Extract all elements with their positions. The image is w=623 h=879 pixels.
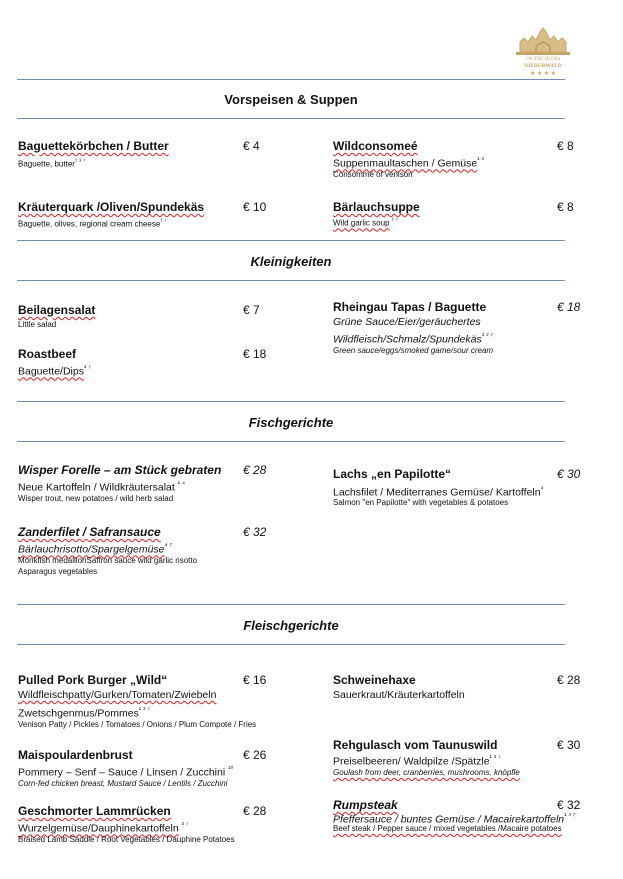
item-en-kraeuterquark: Baguette, olives, regional cream cheese$^{^1 ^7}$ [18, 218, 167, 229]
item-de-forelle: Neue Kartoffeln / Wildkräutersalat $^{^1 ^4}$ [18, 481, 186, 494]
divider [17, 240, 565, 241]
item-name-burger: Pulled Pork Burger „Wild“ [18, 673, 168, 687]
item-name-forelle: Wisper Forelle – am Stück gebraten [18, 463, 222, 477]
item-de-roastbeef: Baguette/Dips$^{^1 ^7}$ [18, 365, 91, 378]
item-name-wildconsomme: Wildconsomeé [333, 139, 418, 153]
hotel-logo [512, 24, 574, 80]
item-de-zander: Bärlauchrisotto/Spargelgemüse$^{^4 ^7}$ [18, 543, 173, 556]
item-en-wildconsomme: Consommé of venison [333, 170, 413, 179]
item-en2-zander: Asparagus vegetables [18, 567, 98, 576]
item-price-lachs: € 30 [557, 467, 581, 481]
item-de1-tapas: Grüne Sauce/Eier/geräuchertes [333, 316, 481, 328]
item-price-rehgulasch: € 30 [557, 738, 581, 752]
item-price-forelle: € 28 [243, 463, 267, 477]
item-price-zander: € 32 [243, 525, 267, 539]
divider [17, 441, 565, 442]
item-price-wildconsomme: € 8 [557, 139, 574, 153]
item-de-wildconsomme: Suppenmaultaschen / Gemüse$^{^1 ^3}$ [333, 157, 484, 170]
divider [17, 644, 565, 645]
item-de-lachs: Lachsfilet / Mediterranes Gemüse/ Kartoffeln$^{^4}$ [333, 486, 544, 499]
item-name-rehgulasch: Rehgulasch vom Taunuswild [333, 738, 498, 752]
item-en-forelle: Wisper trout, new potatoes / wild herb salad [18, 494, 174, 503]
item-price-beilagensalat: € 7 [243, 303, 260, 317]
item-en-beilagensalat: Little salad [18, 320, 57, 329]
item-de-haxe: Sauerkraut/Kräuterkartoffeln [333, 689, 465, 701]
item-name-roastbeef: Roastbeef [18, 347, 77, 361]
divider [17, 280, 565, 281]
item-de-maispoularde: Pommery – Senf – Sauce / Linsen / Zucchini $^{^{10}}$ [18, 766, 234, 779]
divider [17, 118, 565, 119]
item-en-baguette: Baguette, butter$^{^1 ^3 ^7}$ [18, 158, 86, 169]
item-en-baerlauch: Wild garlic soup $^{^1 ^7}$ [333, 217, 399, 228]
item-price-baerlauch: € 8 [557, 200, 574, 214]
item-en-lachs: Salmon "en Papilotte" with vegetables & potatoes [333, 498, 509, 507]
item-en-rehgulasch: Goulash from deer, cranberries, mushrooms, knöpfle [333, 768, 520, 777]
item-en-maispoularde: Corn-fed chicken breast, Mustard Sauce / Lentils / Zucchini [18, 779, 228, 788]
item-price-rumpsteak: € 32 [557, 798, 581, 812]
logo-line1: JAGDSCHLOSS [525, 57, 561, 62]
divider [17, 79, 565, 80]
item-name-maispoularde: Maispoulardenbrust [18, 748, 133, 762]
item-name-lachs: Lachs „en Papilotte“ [333, 467, 452, 481]
item-en-lamm: Braised Lamb Saddle / Root Vegetables / Dauphine Potatoes [18, 835, 235, 844]
item-name-baguette: Baguettekörbchen / Butter [18, 139, 169, 153]
item-en-rumpsteak: Beef steak / Pepper sauce / mixed vegetables /Macaire potatoes [333, 824, 562, 833]
item-name-haxe: Schweinehaxe [333, 673, 416, 687]
logo-line2: NIEDERWALD [524, 63, 562, 69]
item-name-tapas: Rheingau Tapas / Baguette [333, 300, 487, 314]
item-de-rehgulasch: Preiselbeeren/ Waldpilze /Spätzle$^{^1 ^3 ^7}$ [333, 755, 501, 768]
item-de-lamm: Wurzelgemüse/Dauphinekartoffeln $^{^3 ^7}$ [18, 822, 189, 835]
item-name-kraeuterquark: Kräuterquark /Oliven/Spundekäs [18, 200, 205, 214]
item-de1-burger: Wildfleischpatty/Gurken/Tomaten/Zwiebeln [18, 689, 217, 701]
item-en-burger: Venison Patty / Pickles / Tomatoes / Onions / Plum Compote / Fries [18, 720, 257, 729]
item-de-rumpsteak: Pfeffersauce / buntes Gemüse / Macairekartoffeln$^{^1 ^3 ^7}$ [333, 813, 576, 826]
item-name-zander: Zanderfilet / Safransauce [18, 525, 161, 539]
castle-logo-icon [512, 24, 574, 58]
logo-stars: ★ ★ ★ ★ [529, 71, 556, 77]
item-price-haxe: € 28 [557, 673, 581, 687]
item-name-lamm: Geschmorter Lammrücken [18, 804, 171, 818]
item-price-lamm: € 28 [243, 804, 267, 818]
item-de2-tapas: Wildfleisch/Schmalz/Spundekäs$^{^1 ^3 ^7}$ [333, 333, 493, 346]
item-price-maispoularde: € 26 [243, 748, 267, 762]
divider [17, 604, 565, 605]
item-name-baerlauch: Bärlauchsuppe [333, 200, 420, 214]
item-de2-burger: Zwetschgenmus/Pommes$^{^1 ^3 ^7}$ [18, 707, 150, 720]
section-title-kleinigkeiten: Kleinigkeiten [250, 254, 332, 269]
divider [17, 401, 565, 402]
section-title-fleischgerichte: Fleischgerichte [243, 618, 339, 633]
item-price-burger: € 16 [243, 673, 267, 687]
item-en1-zander: Monkfish medallionSaffron sauce wild garlic risotto [18, 556, 198, 565]
section-title-vorspeisen: Vorspeisen & Suppen [224, 92, 358, 107]
item-name-beilagensalat: Beilagensalat [18, 303, 96, 317]
item-price-roastbeef: € 18 [243, 347, 267, 361]
item-price-baguette: € 4 [243, 139, 260, 153]
section-title-fischgerichte: Fischgerichte [248, 415, 334, 430]
item-name-rumpsteak: Rumpsteak [333, 798, 398, 812]
item-price-tapas: € 18 [557, 300, 581, 314]
item-en-tapas: Green sauce/eggs/smoked game/sour cream [333, 346, 494, 355]
item-price-kraeuterquark: € 10 [243, 200, 267, 214]
